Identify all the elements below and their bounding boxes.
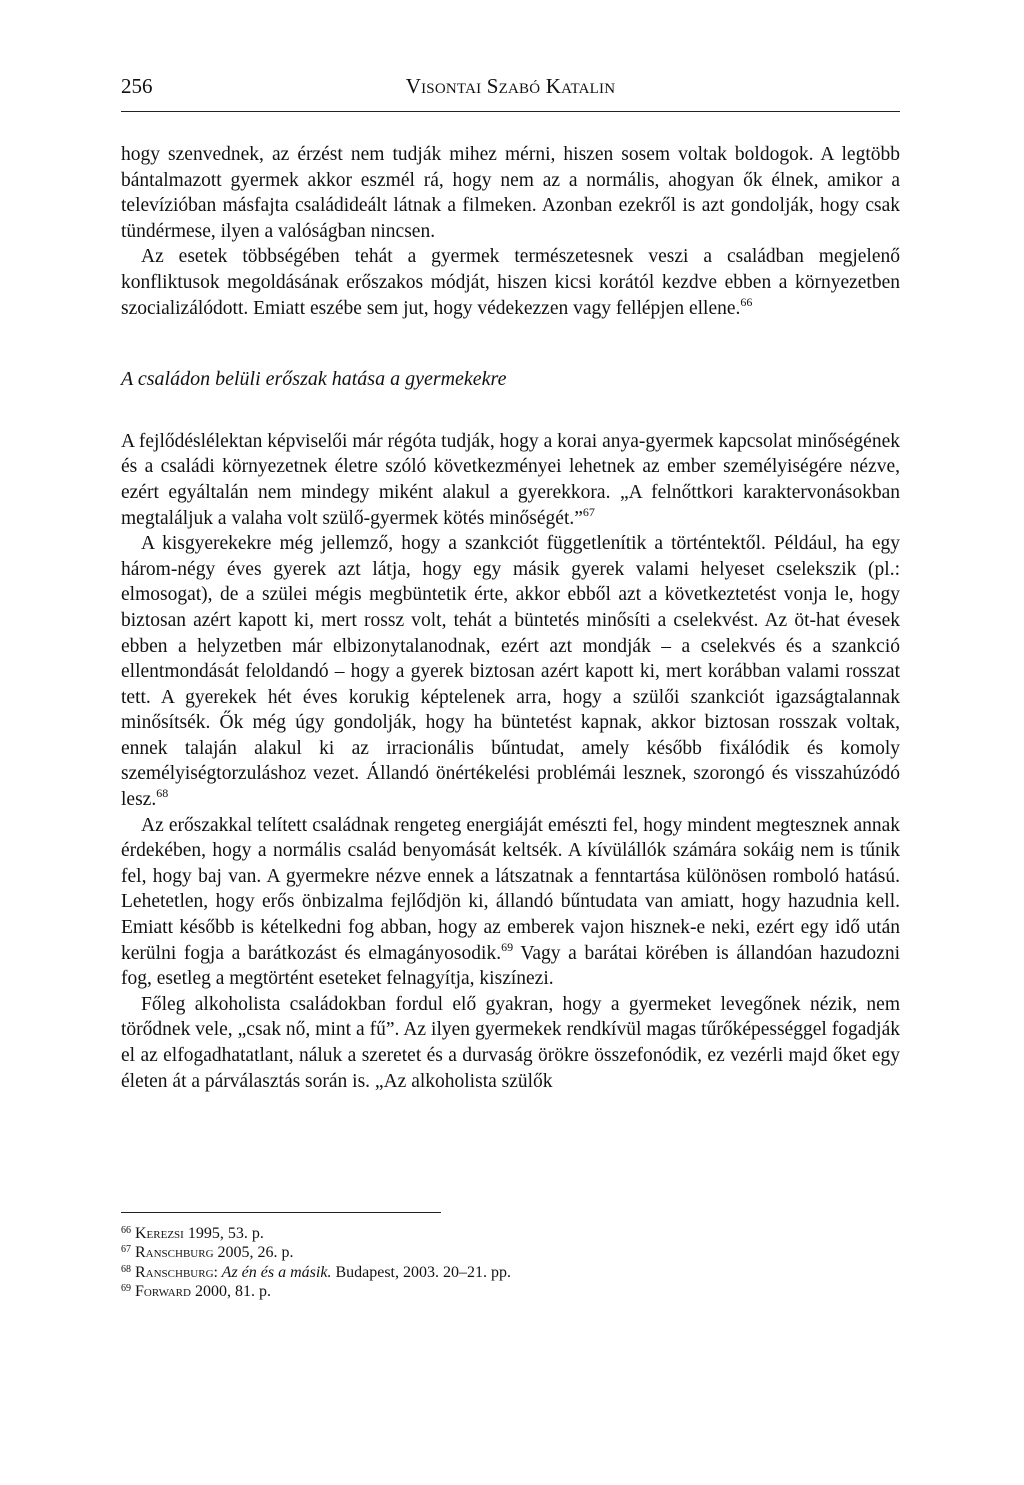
footnote-number: 66 [121, 1225, 131, 1236]
paragraph-text: A kisgyerekekre még jellemző, hogy a szankciót függetlenítik a történtektől. Például, ha egy három-négy éves gyerek azt látja, hogy egy másik gyerek valami helyeset cselekszik (pl.: elmosogat), de a szülei mégis megbüntetik érte, akkor ebből azt a következtetést vonja le, hogy biztosan azért kapott ki, mert rossz volt, tehát a büntetés minősíti a cselekvést. Az öt-hat évesek ebben a helyzetben már elbizonytalanodnak, ezért azt mondják – a cselekvés és a szankció ellentmondását feloldandó – hogy a gyerek biztosan azért kapott ki, mert korábban valami rosszat tett. A gyerekek hét éves korukig képtelenek arra, hogy a szülői szankciót igazságtalannak minősítsék. Ők még úgy gondolják, hogy ha büntetést kapnak, akkor biztosan rosszak voltak, ennek talaján alakul ki az irracionális bűntudat, amely később fixálódik és komoly személyiségtorzuláshoz vezet. Állandó önértékelési problémái lesznek, szorongó és visszahúzódó lesz. [121, 533, 900, 811]
page-number: 256 [121, 74, 153, 98]
paragraph [121, 531, 900, 813]
footnote-author: Forward [135, 1282, 191, 1300]
paragraph [121, 813, 900, 992]
footnote-text: 2000, 81. p. [190, 1282, 271, 1300]
footnote [121, 1282, 721, 1301]
footnote-ref: 66 [740, 294, 753, 309]
running-head: Visontai Szabó Katalin [405, 74, 616, 98]
page-header [121, 74, 900, 106]
footnote-ref: 67 [582, 504, 595, 519]
footnote-author: Ranschburg: [135, 1263, 218, 1281]
footnote-author: Kerezsi [135, 1225, 184, 1242]
footnote-title: Az én és a másik. [217, 1263, 332, 1281]
paragraph [121, 244, 900, 321]
paragraph-text: Főleg alkoholista családokban fordul elő gyakran, hogy a gyermeket levegőnek nézik, nem törődnek vele, „csak nő, mint a fű”. Az ilyen gyermekek rendkívül magas tűrőképességgel fogadják el az elfogadhatatlant, náluk a szeretet és a durvaság örökre összefonódik, ez vezérli majd őket egy életen át a párválasztás során is. „Az alkoholista szülők [121, 993, 900, 1092]
paragraph-text: Az erőszakkal telített családnak rengeteg energiáját emészti fel, hogy mindent megtesznek annak érdekében, hogy a normális család benyomását keltsék. A kívülállók számára sokáig nem is tűnik fel, hogy baj van. A gyermekre nézve ennek a látszatnak a fenntartása különösen romboló hatású. Lehetetlen, hogy erős önbizalma fejlődjön ki, állandó bűntudata van amiatt, hogy hazudnia kell. Emiatt később is kételkedni fog abban, hogy az emberek vajon hisznek-e neki, ezért egy idő után kerülni fogja a barátkozást és elmagányosodik. [121, 814, 900, 964]
footnote [121, 1224, 721, 1243]
footnote [121, 1243, 721, 1262]
section-heading: A családon belüli erőszak hatása a gyermekekre [121, 368, 507, 391]
paragraph [121, 992, 900, 1094]
footnote-rule [121, 1212, 441, 1213]
footnote-number: 69 [121, 1282, 131, 1294]
footnote-number: 67 [121, 1244, 131, 1256]
paragraph-text: A fejlődéslélektan képviselői már régóta tudják, hogy a korai anya-gyermek kapcsolat minőségének és a családi környezetnek életre szóló következményei lehetnek az ember személyiségére nézve, ezért egyáltalán nem mindegy miként alakul a gyerekkora. „A felnőttkori karaktervonásokban megtaláljuk a valaha volt szülő-gyermek kötés minőségét.” [121, 430, 900, 529]
paragraph-text: Vagy a barátai körében is állandóan hazudozni fog, esetleg a megtörtént eseteket felnagyítja, kiszínezi. [121, 942, 901, 990]
footnote-text: 2005, 26. p. [213, 1244, 294, 1262]
header-rule [121, 111, 900, 112]
paragraph [121, 142, 900, 244]
paragraph [121, 429, 900, 531]
footnote-number: 68 [121, 1263, 131, 1275]
body-text [121, 142, 900, 1094]
paragraph-text: Az esetek többségében tehát a gyermek természetesnek veszi a családban megjelenő konfliktusok megoldásának erőszakos módját, hiszen kicsi korától kezdve ebben a környezetben szocializálódott. Emiatt eszébe sem jut, hogy védekezzen vagy fellépjen ellene. [121, 246, 900, 319]
footnote-ref: 69 [501, 939, 514, 954]
footnote [121, 1263, 721, 1282]
footnote-text: 1995, 53. p. [183, 1225, 264, 1242]
footnote-author: Ranschburg [135, 1244, 214, 1262]
footnotes [121, 1224, 721, 1301]
footnote-text: Budapest, 2003. 20–21. pp. [331, 1263, 511, 1281]
footnote-ref: 68 [156, 786, 169, 801]
paragraph-text: hogy szenvednek, az érzést nem tudják mihez mérni, hiszen sosem voltak boldogok. A legtöbb bántalmazott gyermek akkor eszmél rá, hogy nem az a normális, ahogyan ők élnek, amikor a televízióban másfajta családideált látnak a filmeken. Azonban ezekről is azt gondolják, hogy csak tündérmese, ilyen a valóságban nincsen. [121, 144, 900, 242]
